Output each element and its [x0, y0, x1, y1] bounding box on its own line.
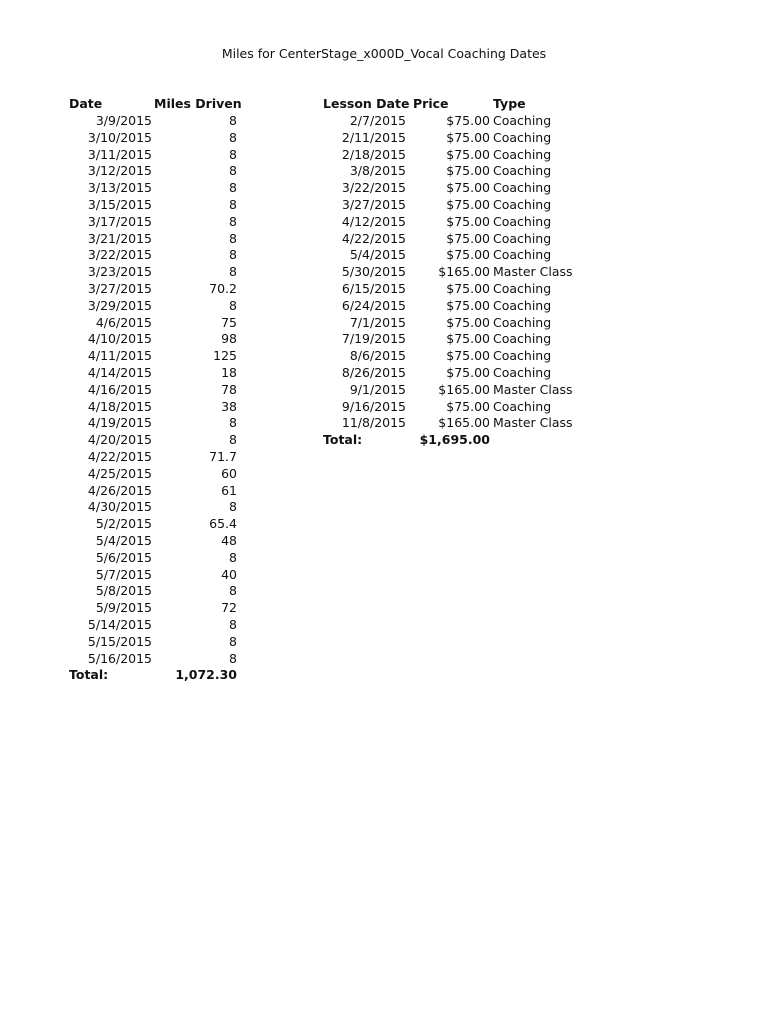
date-cell: 5/9/2015 — [95, 600, 152, 616]
table-row — [69, 432, 249, 448]
lesson-date-cell: 3/27/2015 — [341, 197, 406, 212]
total-miles-value: 1,072.30 — [175, 667, 237, 683]
date-cell: 5/14/2015 — [87, 617, 152, 632]
type-cell: Master Class — [493, 381, 573, 397]
date-cell: 4/11/2015 — [87, 348, 152, 364]
page-title: Miles for CenterStage_x000D_Vocal Coaching Dates — [221, 46, 547, 61]
date-cell: 4/30/2015 — [87, 499, 152, 515]
column-header-price: Price — [413, 96, 449, 111]
date-cell: 5/8/2015 — [95, 583, 152, 599]
price-cell: $75.00 — [446, 197, 490, 212]
price-cell: $75.00 — [446, 129, 490, 145]
date-cell: 3/11/2015 — [87, 146, 152, 162]
type-cell: Coaching — [493, 331, 552, 347]
date-cell: 3/22/2015 — [87, 247, 152, 263]
lesson-date-cell: 8/6/2015 — [349, 348, 406, 364]
column-header-miles-driven: Miles Driven — [154, 96, 242, 111]
total-label: Total: — [323, 432, 363, 448]
type-cell: Coaching — [493, 146, 552, 162]
lesson-date-cell: 8/26/2015 — [341, 365, 406, 380]
lesson-date-cell: 11/8/2015 — [341, 415, 406, 431]
date-cell: 4/6/2015 — [95, 314, 152, 330]
miles-cell: 8 — [229, 415, 237, 431]
miles-cell: 8 — [229, 146, 237, 162]
price-cell: $75.00 — [446, 331, 490, 347]
table-row — [323, 247, 583, 263]
type-cell: Coaching — [493, 314, 552, 330]
table-row — [69, 617, 249, 633]
table-row — [69, 298, 249, 314]
table-row — [69, 382, 249, 398]
table-row — [69, 567, 249, 583]
lessons-table-header — [323, 96, 583, 112]
miles-cell: 8 — [229, 213, 237, 229]
table-row — [69, 180, 249, 196]
price-cell: $75.00 — [446, 348, 490, 364]
table-row — [323, 113, 583, 129]
price-cell: $75.00 — [446, 146, 490, 162]
type-cell: Coaching — [493, 180, 552, 196]
date-cell: 3/10/2015 — [87, 129, 152, 145]
table-row — [69, 651, 249, 667]
total-price-value: $1,695.00 — [419, 432, 490, 448]
type-cell: Master Class — [493, 264, 573, 280]
table-row — [69, 600, 249, 616]
miles-cell: 75 — [221, 314, 237, 330]
price-cell: $75.00 — [446, 247, 490, 263]
table-row — [323, 382, 583, 398]
table-row — [69, 281, 249, 297]
type-cell: Coaching — [493, 297, 552, 313]
price-cell: $75.00 — [446, 314, 490, 330]
type-cell: Coaching — [493, 230, 552, 246]
date-cell: 4/18/2015 — [87, 398, 152, 414]
table-row — [69, 231, 249, 247]
table-row — [69, 415, 249, 431]
table-row — [69, 634, 249, 650]
type-cell: Master Class — [493, 415, 573, 431]
table-row — [323, 180, 583, 196]
miles-cell: 8 — [229, 650, 237, 666]
miles-cell: 98 — [221, 331, 237, 347]
table-row — [69, 264, 249, 280]
table-row — [69, 197, 249, 213]
table-row — [323, 315, 583, 331]
type-cell: Coaching — [493, 197, 552, 212]
table-row — [323, 214, 583, 230]
price-cell: $165.00 — [438, 264, 490, 280]
lesson-date-cell: 6/24/2015 — [341, 297, 406, 313]
table-row — [323, 415, 583, 431]
price-cell: $75.00 — [446, 297, 490, 313]
date-cell: 4/22/2015 — [87, 449, 152, 464]
type-cell: Coaching — [493, 113, 552, 128]
lesson-date-cell: 2/7/2015 — [349, 113, 406, 128]
table-row — [69, 399, 249, 415]
price-cell: $75.00 — [446, 213, 490, 229]
miles-cell: 8 — [229, 617, 237, 632]
miles-cell: 40 — [221, 566, 237, 582]
table-row — [69, 365, 249, 381]
table-row — [69, 466, 249, 482]
table-row — [69, 550, 249, 566]
price-cell: $75.00 — [446, 365, 490, 380]
date-cell: 3/13/2015 — [87, 180, 152, 196]
date-cell: 4/26/2015 — [87, 482, 152, 498]
type-cell: Coaching — [493, 247, 552, 263]
date-cell: 5/2/2015 — [95, 516, 152, 532]
miles-cell: 8 — [229, 163, 237, 179]
date-cell: 3/29/2015 — [87, 297, 152, 313]
type-cell: Coaching — [493, 213, 552, 229]
date-cell: 5/4/2015 — [95, 533, 152, 548]
miles-cell: 60 — [221, 465, 237, 481]
table-row — [69, 583, 249, 599]
column-header-date: Date — [69, 96, 103, 111]
date-cell: 5/16/2015 — [87, 650, 152, 666]
type-cell: Coaching — [493, 398, 552, 414]
date-cell: 4/10/2015 — [87, 331, 152, 347]
date-cell: 4/25/2015 — [87, 465, 152, 481]
date-cell: 3/12/2015 — [87, 163, 152, 179]
miles-cell: 8 — [229, 432, 237, 448]
table-row — [69, 348, 249, 364]
price-cell: $75.00 — [446, 180, 490, 196]
table-row — [69, 147, 249, 163]
miles-cell: 18 — [221, 365, 237, 380]
lesson-date-cell: 9/16/2015 — [341, 398, 406, 414]
lesson-date-cell: 5/30/2015 — [341, 264, 406, 280]
price-cell: $165.00 — [438, 381, 490, 397]
miles-cell: 78 — [221, 381, 237, 397]
miles-cell: 61 — [221, 482, 237, 498]
column-header-type: Type — [493, 96, 526, 111]
date-cell: 4/14/2015 — [87, 365, 152, 380]
table-row — [323, 399, 583, 415]
table-row — [323, 130, 583, 146]
table-row — [323, 281, 583, 297]
miles-table-header — [69, 96, 249, 112]
miles-cell: 72 — [221, 600, 237, 616]
date-cell: 4/20/2015 — [87, 432, 152, 448]
lesson-date-cell: 7/1/2015 — [349, 314, 406, 330]
miles-cell: 8 — [229, 247, 237, 263]
miles-cell: 48 — [221, 533, 237, 548]
lesson-date-cell: 3/8/2015 — [349, 163, 406, 179]
miles-cell: 8 — [229, 297, 237, 313]
lesson-date-cell: 9/1/2015 — [349, 381, 406, 397]
table-row — [69, 331, 249, 347]
miles-cell: 8 — [229, 264, 237, 280]
table-row — [323, 331, 583, 347]
miles-cell: 125 — [213, 348, 237, 364]
table-row — [69, 315, 249, 331]
miles-cell: 8 — [229, 549, 237, 565]
date-cell: 5/15/2015 — [87, 633, 152, 649]
price-cell: $75.00 — [446, 230, 490, 246]
lesson-date-cell: 2/11/2015 — [341, 129, 406, 145]
miles-cell: 8 — [229, 180, 237, 196]
miles-cell: 38 — [221, 398, 237, 414]
date-cell: 3/21/2015 — [87, 230, 152, 246]
type-cell: Coaching — [493, 348, 552, 364]
price-cell: $165.00 — [438, 415, 490, 431]
table-row — [323, 163, 583, 179]
table-row — [323, 231, 583, 247]
table-row — [69, 449, 249, 465]
table-row — [69, 214, 249, 230]
miles-cell: 8 — [229, 113, 237, 128]
table-row — [69, 163, 249, 179]
date-cell: 3/15/2015 — [87, 197, 152, 212]
miles-total-row — [69, 667, 249, 683]
price-cell: $75.00 — [446, 398, 490, 414]
table-row — [69, 130, 249, 146]
lesson-date-cell: 5/4/2015 — [349, 247, 406, 263]
type-cell: Coaching — [493, 365, 552, 380]
date-cell: 4/19/2015 — [87, 415, 152, 431]
table-row — [323, 348, 583, 364]
lesson-date-cell: 7/19/2015 — [341, 331, 406, 347]
table-row — [323, 197, 583, 213]
table-row — [69, 499, 249, 515]
miles-cell: 71.7 — [209, 449, 237, 464]
price-cell: $75.00 — [446, 163, 490, 179]
column-header-lesson-date: Lesson Date — [323, 96, 410, 111]
miles-cell: 65.4 — [209, 516, 237, 532]
date-cell: 3/17/2015 — [87, 213, 152, 229]
price-cell: $75.00 — [446, 113, 490, 128]
miles-cell: 8 — [229, 230, 237, 246]
lesson-date-cell: 6/15/2015 — [341, 281, 406, 296]
date-cell: 3/27/2015 — [87, 281, 152, 296]
date-cell: 5/6/2015 — [95, 549, 152, 565]
date-cell: 5/7/2015 — [95, 566, 152, 582]
table-row — [69, 247, 249, 263]
type-cell: Coaching — [493, 281, 552, 296]
lesson-date-cell: 4/12/2015 — [341, 213, 406, 229]
date-cell: 3/23/2015 — [87, 264, 152, 280]
table-row — [323, 264, 583, 280]
date-cell: 3/9/2015 — [95, 113, 152, 128]
table-row — [69, 113, 249, 129]
table-row — [323, 298, 583, 314]
miles-cell: 8 — [229, 633, 237, 649]
type-cell: Coaching — [493, 129, 552, 145]
miles-cell: 8 — [229, 197, 237, 212]
miles-cell: 70.2 — [209, 281, 237, 296]
table-row — [69, 533, 249, 549]
lessons-total-row — [323, 432, 583, 448]
table-row — [323, 365, 583, 381]
lesson-date-cell: 3/22/2015 — [341, 180, 406, 196]
miles-cell: 8 — [229, 129, 237, 145]
type-cell: Coaching — [493, 163, 552, 179]
date-cell: 4/16/2015 — [87, 381, 152, 397]
table-row — [69, 516, 249, 532]
lesson-date-cell: 2/18/2015 — [341, 146, 406, 162]
price-cell: $75.00 — [446, 281, 490, 296]
miles-cell: 8 — [229, 499, 237, 515]
total-label: Total: — [69, 667, 109, 683]
table-row — [69, 483, 249, 499]
miles-cell: 8 — [229, 583, 237, 599]
lesson-date-cell: 4/22/2015 — [341, 230, 406, 246]
table-row — [323, 147, 583, 163]
